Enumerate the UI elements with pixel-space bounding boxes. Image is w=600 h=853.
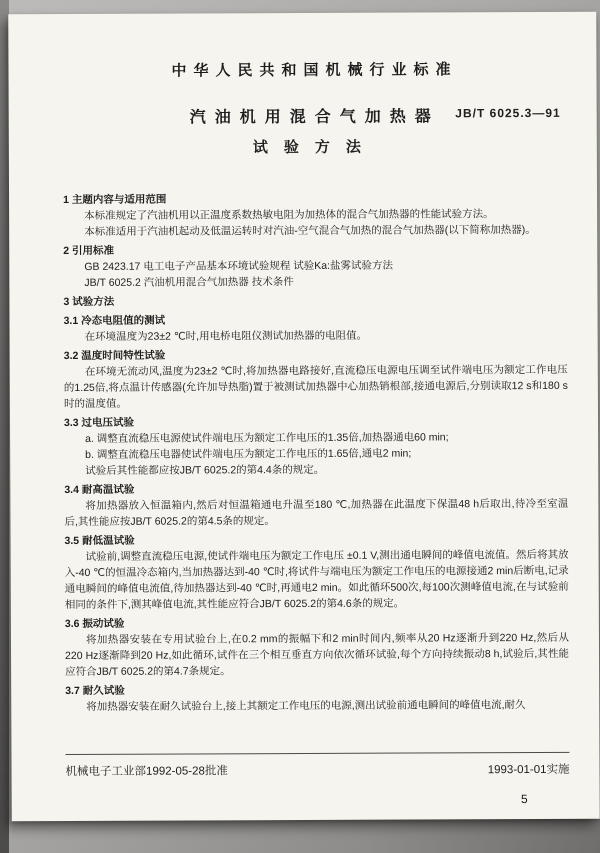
section-heading: 3.4 耐高温试验 (64, 483, 135, 497)
section-heading: 3.3 过电压试验 (64, 416, 135, 430)
document-subtitle: 试验方法 (252, 138, 377, 157)
body-blocks (63, 190, 569, 715)
paragraph: GB 2423.17 电工电子产品基本环境试验规程 试验Ka:盐雾试验方法 (84, 259, 394, 273)
implementation-note: 1993-01-01实施 (487, 763, 570, 777)
page-number: 5 (520, 792, 528, 807)
paragraph: 试验后其性能都应按JB/T 6025.2的第4.4条的规定。 (85, 463, 325, 477)
standard-code: JB/T 6025.3—91 (455, 105, 561, 121)
paragraph: JB/T 6025.2 汽油机用混合气加热器 技术条件 (84, 276, 294, 289)
document-footer (65, 752, 569, 779)
paragraph: 在环境无流动风,温度为23±2 ℃时,将加热器电路接好,直流稳压电源电压调至试件端电压为额定工作电压的1.25倍,将点温计传感器(允许加导热脂)置于被测试加热器中心加热销根部,接通电源后,分别读取12 s和180 s时的温度值。 (63, 363, 568, 411)
document-title: 汽油机用混合气加热器 (189, 108, 440, 127)
paragraph: 将加热器安装在耐久试验台上,接上其额定工作电压的电源,测出试验前通电瞬间的峰值电流,耐久 (86, 699, 526, 713)
document-page (8, 12, 600, 822)
paragraph: 在环境温度为23±2 ℃时,用电桥电阻仪测试加热器的电阻值。 (84, 329, 368, 343)
approval-note: 机械电子工业部1992-05-28批准 (65, 765, 228, 779)
section-heading: 3 试验方法 (63, 295, 115, 309)
section-heading: 3.1 冷态电阻值的测试 (63, 314, 166, 328)
paragraph: 将加热器安装在专用试验台上,在0.2 mm的振幅下和2 min时间内,频率从20 Hz逐渐升到220 Hz,然后从220 Hz逐渐降到20 Hz,如此循环,试件在三个相互垂直方向依次循环试验,每个方向持续振动8 h,试验后,其性能应符合JB/T 6025.2的第4.7条规定。 (65, 631, 570, 679)
section-heading: 3.5 耐低温试验 (64, 534, 135, 548)
paragraph: 本标准规定了汽油机用以正温度系数热敏电阻为加热体的混合气加热器的性能试验方法。 (84, 208, 494, 222)
section-heading: 2 引用标准 (63, 244, 115, 258)
paragraph: 试验前,调整直流稳压电源,使试件端电压为额定工作电压 ±0.1 V,测出通电瞬间的峰值电流值。然后将其放入-40 ℃的恒温冷态箱内,当加热器达到-40 ℃时,将试件与端电压为额定工作电压的电源接通2 min后断电,记录通电瞬间的峰值电流值,待加热器达到-40 ℃时,再通电2 min。如此循环500次,每100次测峰值电流,在与试验前相同的条件下,测其峰值电流,其性能应符合JB/T 6025.2的第4.6条的规定。 (64, 548, 569, 612)
paragraph: a. 调整直流稳压电源使试件端电压为额定工作电压的1.35倍,加热器通电60 min; (85, 431, 449, 445)
section-heading: 1 主题内容与适用范围 (63, 193, 167, 207)
section-heading: 3.6 振动试验 (64, 617, 125, 631)
paragraph: 本标准适用于汽油机起动及低温运转时对汽油-空气混合气加热的混合气加热器(以下简称加热器)。 (84, 223, 536, 238)
standard-name: 中华人民共和国机械行业标准 (171, 61, 458, 80)
section-heading: 3.2 温度时间特性试验 (63, 349, 166, 363)
section-heading: 3.7 耐久试验 (65, 684, 125, 698)
paragraph: 将加热器放入恒温箱内,然后对恒温箱通电升温至180 ℃,加热器在此温度下保温48 h后取出,待冷至室温后,其性能应按JB/T 6025.2的第4.5条的规定。 (64, 497, 569, 529)
document-header (62, 58, 566, 158)
paragraph: b. 调整直流稳压电器使试件端电压为额定工作电压的1.65倍,通电2 min; (85, 447, 412, 461)
title-row (63, 103, 567, 158)
